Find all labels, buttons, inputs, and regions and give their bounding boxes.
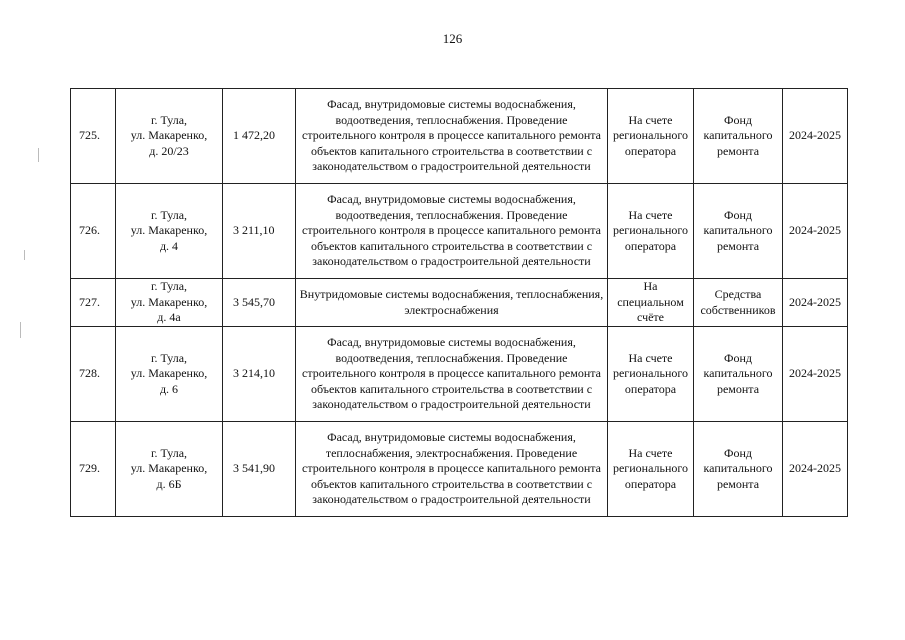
scan-artifact: [20, 322, 21, 338]
address-street: ул. Макаренко,: [130, 366, 208, 381]
account-type-line: регионального: [612, 366, 689, 381]
address-city: г. Тула,: [150, 279, 188, 294]
works-description: Фасад, внутридомовые системы водоснабжения, водоотведения, теплоснабжения. Проведение строительного контроля в процессе капитального ремонта объектов капитального строительства в соответствии с законодательством о градостроительной деятельности: [296, 184, 608, 279]
period-value: 2024-2025: [783, 184, 848, 279]
period-value: 2024-2025: [783, 327, 848, 422]
period-value: 2024-2025: [783, 279, 848, 327]
address-cell: [116, 279, 223, 327]
table-row: [71, 279, 848, 327]
account-type-line: На счете: [628, 445, 673, 460]
address-street: ул. Макаренко,: [130, 223, 208, 238]
table-row: [71, 89, 848, 184]
address-house: д. 4а: [157, 310, 181, 325]
account-type-cell: [608, 279, 694, 327]
account-type-line: На счете: [628, 350, 673, 365]
funding-source-line: Средства: [714, 287, 762, 301]
account-type-line: оператора: [624, 143, 677, 158]
funding-source-line: Фонд: [723, 445, 752, 460]
area-value: 3 545,70: [223, 279, 296, 327]
area-value: 3 541,90: [223, 422, 296, 517]
funding-source-line: собственников: [700, 302, 776, 317]
funding-source-line: капитального: [703, 461, 773, 476]
address-cell: [116, 89, 223, 184]
address-city: г. Тула,: [150, 350, 188, 365]
address-city: г. Тула,: [150, 112, 188, 127]
funding-source-line: капитального: [703, 223, 773, 238]
account-type-line: оператора: [624, 381, 677, 396]
address-city: г. Тула,: [150, 445, 188, 460]
funding-source-line: капитального: [703, 366, 773, 381]
period-value: 2024-2025: [783, 89, 848, 184]
account-type-line: оператора: [624, 238, 677, 253]
row-number: 725.: [71, 89, 116, 184]
row-number: 728.: [71, 327, 116, 422]
account-type-line: специальном: [617, 294, 684, 309]
funding-source-line: Фонд: [723, 350, 752, 365]
account-type-cell: [608, 422, 694, 517]
funding-source-line: ремонта: [716, 476, 760, 491]
area-value: 1 472,20: [223, 89, 296, 184]
repair-registry-table: [70, 88, 848, 517]
address-house: д. 6: [159, 381, 179, 396]
row-number: 726.: [71, 184, 116, 279]
period-value: 2024-2025: [783, 422, 848, 517]
account-type-cell: [608, 184, 694, 279]
funding-source-line: ремонта: [716, 238, 760, 253]
account-type-line: На счете: [628, 112, 673, 127]
address-cell: [116, 327, 223, 422]
funding-source-line: капитального: [703, 128, 773, 143]
account-type-line: оператора: [624, 476, 677, 491]
address-street: ул. Макаренко,: [130, 294, 208, 309]
funding-source-cell: [694, 279, 783, 327]
table-row: [71, 184, 848, 279]
address-cell: [116, 422, 223, 517]
page-number: 126: [442, 31, 463, 46]
account-type-line: На счете: [628, 207, 673, 222]
account-type-line: На: [643, 279, 658, 294]
scan-artifact: [38, 148, 39, 162]
address-city: г. Тула,: [150, 207, 188, 222]
address-street: ул. Макаренко,: [130, 128, 208, 143]
funding-source-line: Фонд: [723, 207, 752, 222]
works-description: Внутридомовые системы водоснабжения, теплоснабжения, электроснабжения: [296, 279, 608, 327]
account-type-line: счёте: [636, 310, 665, 325]
area-value: 3 214,10: [223, 327, 296, 422]
funding-source-cell: [694, 327, 783, 422]
account-type-cell: [608, 327, 694, 422]
account-type-cell: [608, 89, 694, 184]
account-type-line: регионального: [612, 223, 689, 238]
address-house: д. 4: [159, 238, 179, 253]
address-house: д. 20/23: [149, 143, 189, 158]
funding-source-line: ремонта: [716, 381, 760, 396]
funding-source-line: ремонта: [716, 143, 760, 158]
row-number: 727.: [71, 279, 116, 327]
funding-source-line: Фонд: [723, 112, 752, 127]
address-cell: [116, 184, 223, 279]
works-description: Фасад, внутридомовые системы водоснабжения, водоотведения, теплоснабжения. Проведение строительного контроля в процессе капитального ремонта объектов капитального строительства в соответствии с законодательством о градостроительной деятельности: [296, 89, 608, 184]
works-description: Фасад, внутридомовые системы водоснабжения, теплоснабжения, электроснабжения. Проведение строительного контроля в процессе капитального ремонта объектов капитального строительства в соответствии с законодательством о градостроительной деятельности: [296, 422, 608, 517]
funding-source-cell: [694, 184, 783, 279]
address-street: ул. Макаренко,: [130, 461, 208, 476]
account-type-line: регионального: [612, 461, 689, 476]
table-row: [71, 422, 848, 517]
funding-source-cell: [694, 89, 783, 184]
row-number: 729.: [71, 422, 116, 517]
area-value: 3 211,10: [223, 184, 296, 279]
funding-source-cell: [694, 422, 783, 517]
works-description: Фасад, внутридомовые системы водоснабжения, водоотведения, теплоснабжения. Проведение строительного контроля в процессе капитального ремонта объектов капитального строительства в соответствии с законодательством о градостроительной деятельности: [296, 327, 608, 422]
scan-artifact: [24, 250, 25, 260]
account-type-line: регионального: [612, 128, 689, 143]
address-house: д. 6Б: [156, 476, 182, 491]
table-row: [71, 327, 848, 422]
